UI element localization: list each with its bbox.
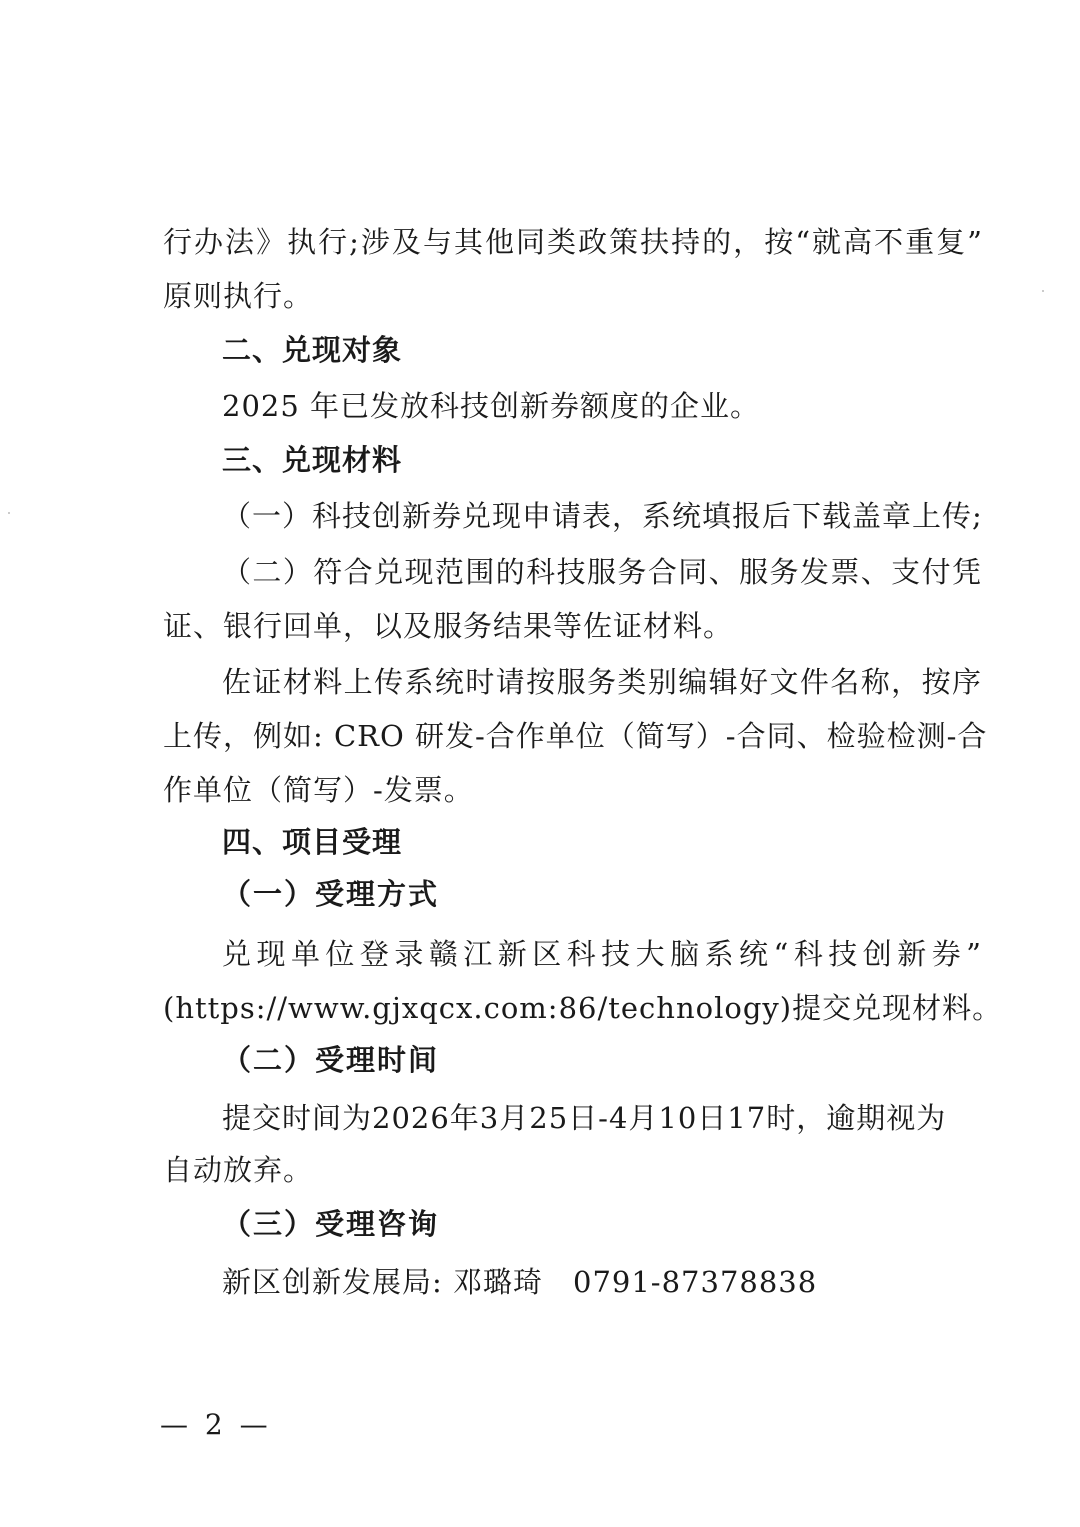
paragraph-line: 兑现单位登录赣江新区科技大脑系统“科技创新券” — [222, 937, 982, 971]
paragraph-line: 行办法》执行;涉及与其他同类政策扶持的，按“就高不重复” — [163, 225, 983, 259]
url-line: (https://www.gjxqcx.com:86/technology)提交兑现材料。 — [163, 991, 1003, 1025]
paragraph-line: 作单位（简写）-发票。 — [163, 773, 474, 807]
contact-line: 新区创新发展局: 邓璐琦 0791-87378838 — [222, 1265, 818, 1299]
subsection-heading: （一）受理方式 — [222, 877, 440, 911]
paragraph-line: 佐证材料上传系统时请按服务类别编辑好文件名称，按序 — [222, 665, 982, 699]
paragraph-line: 上传，例如: CRO 研发-合作单位（简写）-合同、检验检测-合 — [163, 719, 988, 753]
paragraph-line: 2025 年已发放科技创新券额度的企业。 — [222, 389, 761, 423]
paragraph-line: 提交时间为2026年3月25日-4月10日17时，逾期视为 — [222, 1101, 947, 1135]
scan-speck — [8, 512, 10, 514]
section-heading-2: 二、兑现对象 — [222, 333, 403, 367]
section-heading-3: 三、兑现材料 — [222, 443, 403, 477]
paragraph-line: 证、银行回单，以及服务结果等佐证材料。 — [163, 609, 734, 643]
scan-speck — [1042, 290, 1044, 292]
subsection-heading: （二）受理时间 — [222, 1043, 440, 1077]
section-heading-4: 四、项目受理 — [222, 825, 403, 859]
paragraph-line: （一）科技创新券兑现申请表，系统填报后下载盖章上传; — [222, 499, 983, 533]
paragraph-line: （二）符合兑现范围的科技服务合同、服务发票、支付凭 — [222, 555, 982, 589]
paragraph-line: 原则执行。 — [163, 279, 314, 313]
paragraph-line: 自动放弃。 — [163, 1153, 314, 1187]
subsection-heading: （三）受理咨询 — [222, 1207, 440, 1241]
page-number: — 2 — — [160, 1408, 272, 1441]
